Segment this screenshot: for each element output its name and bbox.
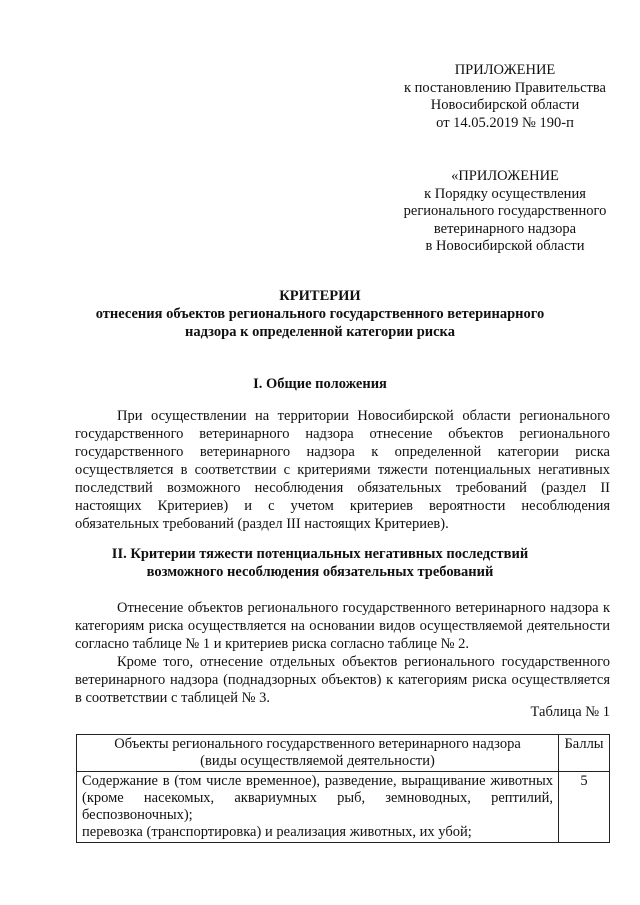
- section-1-heading: [60, 375, 580, 393]
- appendix-line: ПРИЛОЖЕНИЕ: [454, 62, 556, 78]
- section-2-paragraph-1: Отнесение объектов регионального государственного ветеринарного надзора к категориям риска осуществляется на основании видов осуществляемой деятельности согласно таблице № 1 и критериев риска согласно таблице № 2.: [75, 600, 610, 652]
- appendix-line: ветеринарного надзора: [433, 220, 577, 237]
- appendix-resolution-block: [385, 62, 625, 132]
- appendix-line: к Порядку осуществления: [424, 185, 586, 202]
- appendix-line: регионального государственного: [403, 203, 607, 219]
- table-header-points: Баллы: [559, 735, 610, 772]
- table-1: [76, 734, 610, 843]
- header-text: (виды осуществляемой деятельности): [200, 753, 435, 769]
- section-2-paragraph-2: Кроме того, отнесение отдельных объектов регионального государственного ветеринарного надзора (поднадзорных объектов) к категориям риска осуществляется в соответствии с таблицей № 3.: [75, 654, 610, 706]
- cell-text: Содержание в (том числе временное), разведение, выращивание животных (кроме насекомых, аквариумных рыб, земноводных, рептилий, беспозвоночных);: [82, 773, 553, 823]
- title-heading: КРИТЕРИИ: [279, 288, 361, 304]
- table-header-row: [77, 735, 610, 772]
- appendix-line: в Новосибирской области: [425, 238, 585, 254]
- appendix-line: Новосибирской области: [430, 97, 580, 113]
- document-title: [60, 287, 580, 341]
- appendix-line: «ПРИЛОЖЕНИЕ: [451, 168, 559, 184]
- appendix-procedure-block: [385, 168, 625, 256]
- title-subline: отнесения объектов регионального государственного ветеринарного: [95, 306, 545, 322]
- section-1-paragraph: При осуществлении на территории Новосибирской области регионального государственного ветеринарного надзора отнесение объектов регионального государственного ветеринарного надзора к определенной категории риска осуществляется в соответствии с критериями тяжести потенциальных негативных последствий возможного несоблюдения обязательных требований (раздел II настоящих Критериев) и с учетом критериев вероятности несоблюдения обязательных требований (раздел III настоящих Критериев).: [75, 408, 610, 532]
- section-2-heading: [60, 545, 580, 581]
- appendix-line: от 14.05.2019 № 190-п: [436, 114, 574, 131]
- section-heading-text: II. Критерии тяжести потенциальных негативных последствий: [111, 546, 529, 562]
- table-label: Таблица № 1: [530, 704, 610, 720]
- table-row: [77, 772, 610, 843]
- section-heading-text: I. Общие положения: [253, 376, 387, 392]
- section-heading-text: возможного несоблюдения обязательных требований: [146, 564, 494, 580]
- table-header-objects: [77, 735, 559, 772]
- header-text: Объекты регионального государственного ветеринарного надзора: [114, 736, 521, 752]
- title-subline: надзора к определенной категории риска: [185, 324, 455, 340]
- table-cell-activity: [77, 772, 559, 843]
- table-cell-points: 5: [559, 772, 610, 843]
- appendix-line: к постановлению Правительства: [404, 79, 606, 96]
- cell-text: перевозка (транспортировка) и реализация животных, их убой;: [82, 824, 472, 840]
